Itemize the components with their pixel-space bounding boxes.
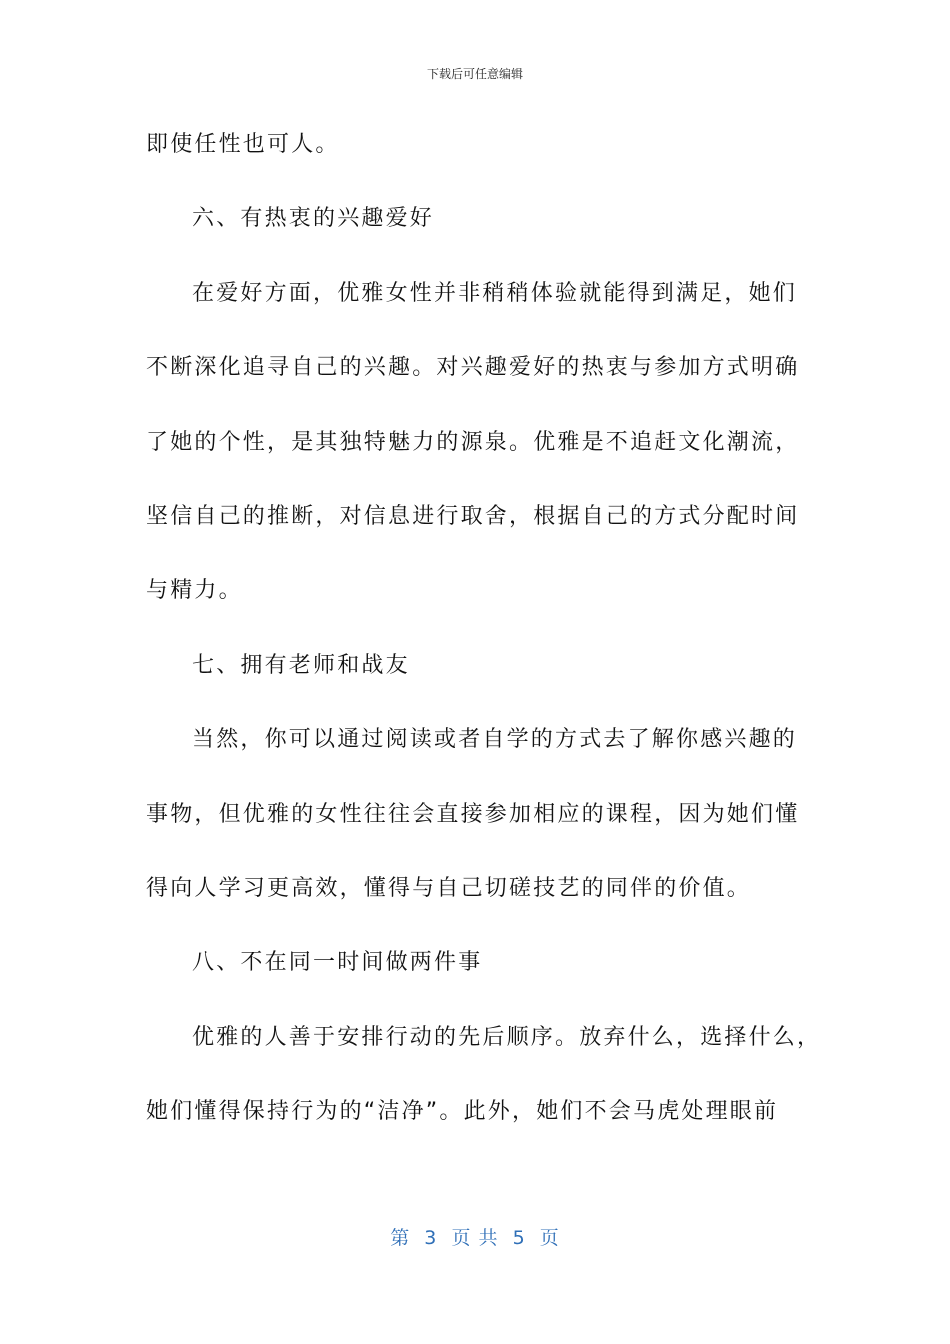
body-line: 优雅的人善于安排行动的先后顺序。放弃什么，选择什么，	[192, 1024, 822, 1050]
page-number: 第 3 页 共 5 页	[390, 1227, 560, 1249]
header-note: 下载后可任意编辑	[426, 67, 523, 81]
section-heading-8: 八、不在同一时间做两件事	[192, 950, 483, 976]
body-line: 事物，但优雅的女性往往会直接参加相应的课程，因为她们懂	[146, 801, 800, 827]
section-heading-6: 六、有热衷的兴趣爱好	[192, 206, 435, 232]
body-line: 当然，你可以通过阅读或者自学的方式去了解你感兴趣的	[192, 727, 798, 753]
section-heading-7: 七、拥有老师和战友	[192, 652, 410, 678]
body-line: 了她的个性，是其独特魅力的源泉。优雅是不追赶文化潮流，	[146, 429, 800, 455]
body-line: 得向人学习更高效，懂得与自己切磋技艺的同伴的价值。	[146, 875, 752, 901]
body-line: 与精力。	[146, 578, 243, 604]
body-line: 在爱好方面，优雅女性并非稍稍体验就能得到满足，她们	[192, 280, 798, 306]
document-body	[146, 120, 822, 1161]
body-line: 坚信自己的推断，对信息进行取舍，根据自己的方式分配时间	[146, 503, 800, 529]
body-line: 她们懂得保持行为的“洁净”。此外，她们不会马虎处理眼前	[146, 1099, 779, 1125]
body-line: 不断深化追寻自己的兴趣。对兴趣爱好的热衷与参加方式明确	[146, 355, 800, 381]
body-line: 即使任性也可人。	[146, 132, 340, 157]
